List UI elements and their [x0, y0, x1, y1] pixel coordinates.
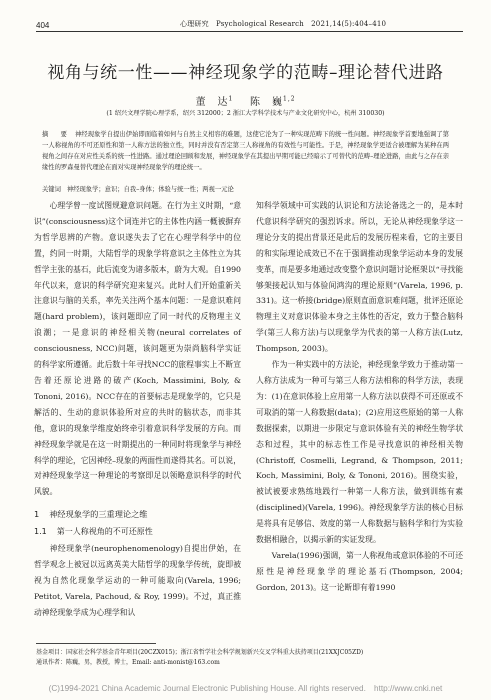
article-title: 视角与统一性——神经现象学的范畴–理论替代进路: [47, 63, 444, 83]
author-name: 董 达: [195, 97, 229, 108]
footnotes: [36, 648, 463, 667]
funding-note: 基金项目：国家社会科学基金青年项目(20CZX015)；浙江省哲学社会科学规划新兴交叉学科重大扶持项目(21XXJC05ZD): [36, 649, 364, 656]
abstract-label: 摘 要: [42, 131, 71, 138]
keywords: [42, 184, 449, 193]
footnote-rule: [36, 643, 156, 644]
running-head: 心理研究 Psychological Research 2021,14(5):404–410: [180, 20, 387, 28]
keywords-label: 关键词: [42, 186, 61, 193]
heading-text: 神经现象学的三重理论之维: [49, 509, 148, 520]
body-paragraph: Varela(1996)强调，第一人称视角或意识体验的不可还原性是神经现象学的理论基石(Thompson, 2004; Gordon, 2013)。这一论断即有着1990: [256, 550, 463, 592]
page-header: [0, 0, 491, 30]
header-rule: [36, 31, 463, 32]
author-affil-marker: 1: [228, 95, 234, 103]
page-number: 404: [36, 21, 50, 30]
heading-text: 第一人称视角的不可还原性: [56, 527, 153, 537]
body-column-left: [34, 198, 241, 621]
body-column-right: [256, 198, 463, 596]
keywords-text: 神经现象学；意识；自我–身体；体验与统一性；两视一元论: [66, 186, 234, 193]
author-name: 陈 巍: [250, 97, 283, 108]
heading-number: 1.1: [34, 527, 47, 537]
abstract-text: 神经现象学自提出伊始即面临着如何与自然主义相容的难题，这使它沦为了一种实现范畴下的统一性问题。神经现象学首要地强调了第一人称视角的不可还原性和第一人称方法的独立性，同时并没有否定第三人称视角的有效性与可能性。于是，神经现象学更适合被理解为某种在两视角之间存在对应性关系的统一性进路。通过理论回顾和发展，神经现象学在其提出早期可能已经暗示了可替代的范畴–理论进路，由此与之存在亲缘性的罗森曼替代理论在面对实现神经现象学的理论统一。: [42, 131, 450, 171]
body-paragraph: 神经现象学(neurophenomenology)自提出伊始，在哲学观念上被冠以远离英美大陆哲学的现象学传统，旋即被视为自然化现象学运动的一种可能取向(Varela, 1996; Petitot, Varela, Pachoud, & Roy, 1999)。不过，真正推动神经现象学成为心理学和认: [34, 544, 241, 617]
heading-number: 1: [34, 509, 40, 520]
author-affil-marker: 1,2: [283, 95, 296, 103]
body-paragraph: 知科学领域中可实践的认识论和方法论备选之一的，是本时代意识科学研究的强烈诉求。所以，无论从神经现象学这一理论分支的提出背景还是此后的发展历程来看，它的主要目的和实际理论成效已不在于强调推动现象学运动本身的发展变革，而是要多地通过改变整个意识问题讨论框架以“寻找能够架接起认知与体验间鸿沟的理论原则”(Varela, 1996, p. 331)。这一桥接(bridge)原则直面意识难问题，批评还原论物理主义对意识体验本身之主体性的否定，致力于整合脑科学(第三人称方法)与以现象学为代表的第一人称方法(Lutz, Thompson, 2003)。: [256, 201, 463, 354]
subsection-heading: [34, 524, 241, 540]
body-paragraph: 心理学曾一度试图规避意识问题。在行为主义时期，“意识”(consciousness)这个词连并它的主体性内涵一概被摒弃为哲学思辨的产物。意识遂失去了它在心理学科学中的位置，约同一时期，大陆哲学的现象学将意识之主体性立为其哲学主张的基石，此后流变为诸多版本，蔚为大观。自1990年代以来，意识的科学研究迎来复兴。此时人们开始重新关注意识与脑的关系，率先关注两个基本问题：一是意识难问题(hard problem)，该问题即应了同一时代的反物理主义浪潮；一是意识的神经相关物(neural correlates of consciousness, NCC)问题，该问题更为崇尚脑科学实证的科学家所遵循。此后数十年寻找NCC的旅程事实上不断宣告着还原论进路的破产(Koch, Massimini, Boly, & Tononi, 2016)。NCC存在的首要标志是现象学的，它只是解活的、生动的意识体验所对应的共时的脑状态，而非其他，意识的现象学维度始终牵引着意识科学发展的方向。而神经现象学就是在这一时期提出的一种同时将现象学与神经科学的理论，它因神经–现象的两面性而遂得其名。可以说，对神经现象学这一种理论的考察即足以领略意识科学的时代风貌。: [34, 201, 241, 497]
corresponding-author-note: 通讯作者：陈巍，男，教授，博士，Email: anti-monist@163.com: [36, 658, 220, 666]
abstract: [42, 129, 449, 173]
affiliation: (1 绍兴文理学院心理学系，绍兴 312000；2 浙江大学科学技术与产业文化研究中心，杭州 310030): [106, 110, 385, 117]
author-line: [0, 93, 491, 108]
body-paragraph: 作为一种实践中的方法论，神经现象学致力于推动第一人称方法成为一种可与第三人称方法相称的科学方法，表现为：(1)在意识体验上应用第一人称方法以获得不可还原或不可取消的第一人称数据(data)；(2)应用这些原始的第一人称数据探索，以期进一步限定与意识体验有关的神经生物学状态和过程，其中的标志性工作是寻找意识的神经相关物(Christoff, Cosmelli, Legrand, & Thompson, 2011; Koch, Massimini, Boly, & Tononi, 2016)。围绕实验，被试被要求熟练地践行一种第一人称方法，做到训练有素(disciplined)(Varela, 1996)。神经现象学方法的核心目标是将具有足够信、效度的第一人称数据与脑科学和行为实验数据相融合，以揭示新的实证发现。: [256, 360, 463, 545]
publisher-watermark: (C)1994-2021 China Academic Journal Electronic Publishing House. All rights reserved. http://www.cnki.net: [48, 684, 443, 693]
section-heading: [34, 507, 241, 523]
